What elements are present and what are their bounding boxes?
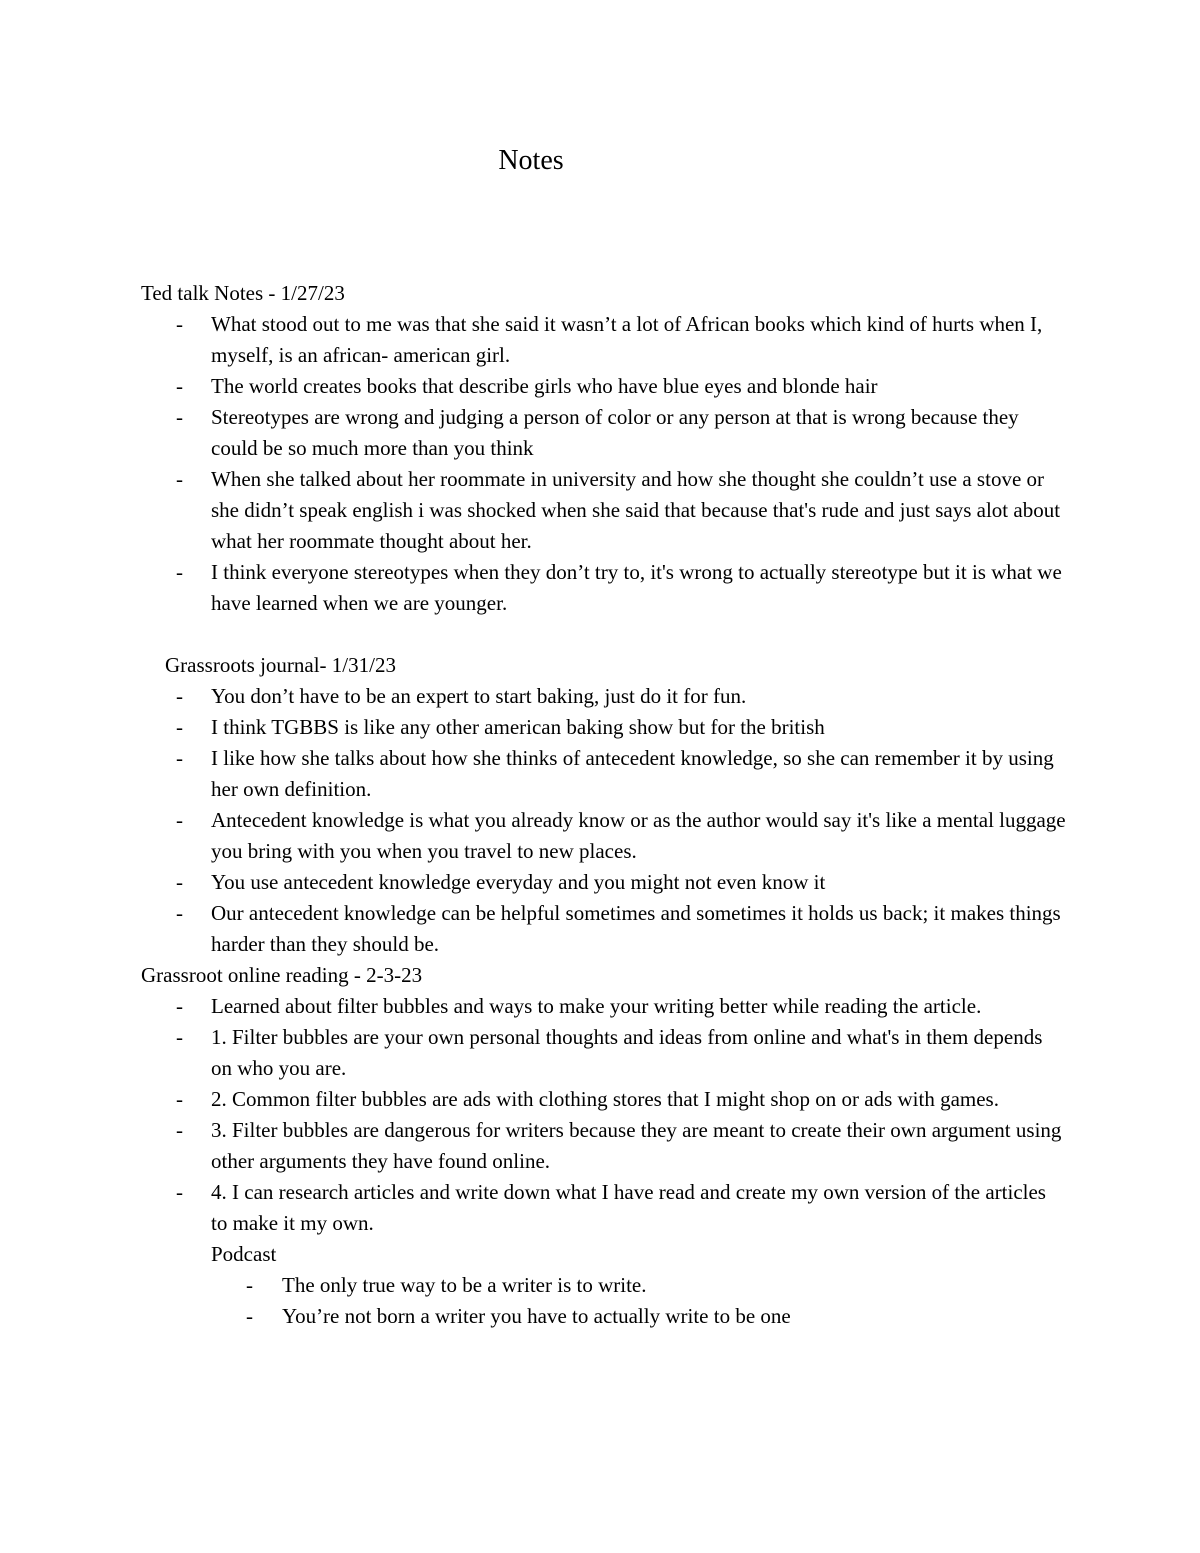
section-heading: Grassroot online reading - 2-3-23 xyxy=(141,963,423,987)
bullet-dash: - xyxy=(176,1025,183,1049)
bullet-dash: - xyxy=(176,746,183,770)
bullet-dash: - xyxy=(246,1304,253,1328)
list-item xyxy=(0,681,1066,712)
list-item xyxy=(0,867,1066,898)
bullet-dash: - xyxy=(176,374,183,398)
item-text: I think everyone stereotypes when they don’t try to, it's wrong to actually stereotype but it is what we have learned when we are younger. xyxy=(211,560,1062,615)
list-item xyxy=(0,309,1066,371)
section-grassroots-journal xyxy=(0,650,1200,960)
list-item xyxy=(0,1270,1066,1301)
item-text: When she talked about her roommate in university and how she thought she couldn’t use a stove or she didn’t speak english i was shocked when she said that because that's rude and just says alot about what her roommate thought about her. xyxy=(211,467,1061,553)
list-item xyxy=(0,1115,1066,1177)
item-text: Stereotypes are wrong and judging a person of color or any person at that is wrong because they could be so much more than you think xyxy=(211,405,1019,460)
item-text: You don’t have to be an expert to start baking, just do it for fun. xyxy=(211,684,747,708)
item-text: Our antecedent knowledge can be helpful sometimes and sometimes it holds us back; it makes things harder than they should be. xyxy=(211,901,1061,956)
item-text: 2. Common filter bubbles are ads with clothing stores that I might shop on or ads with games. xyxy=(211,1087,999,1111)
item-text: The world creates books that describe girls who have blue eyes and blonde hair xyxy=(211,374,878,398)
section-grassroot-online-reading xyxy=(0,960,1200,1332)
item-text: Antecedent knowledge is what you already know or as the author would say it's like a mental luggage you bring with you when you travel to new places. xyxy=(211,808,1066,863)
bullet-dash: - xyxy=(176,870,183,894)
spacer xyxy=(0,619,1200,650)
bullet-dash: - xyxy=(176,715,183,739)
list-item xyxy=(0,1084,1066,1115)
item-text: 3. Filter bubbles are dangerous for writers because they are meant to create their own argument using other arguments they have found online. xyxy=(211,1118,1062,1173)
list-item xyxy=(0,371,1066,402)
bullet-dash: - xyxy=(176,405,183,429)
list-item xyxy=(0,712,1066,743)
page-title: Notes xyxy=(498,145,564,176)
bullet-list xyxy=(0,991,1200,1239)
item-text: You use antecedent knowledge everyday and you might not even know it xyxy=(211,870,826,894)
bullet-dash: - xyxy=(176,560,183,584)
item-text: What stood out to me was that she said it wasn’t a lot of African books which kind of hurts when I, myself, is an african- american girl. xyxy=(211,312,1043,367)
list-item xyxy=(0,805,1066,867)
bullet-dash: - xyxy=(176,312,183,336)
item-text: 4. I can research articles and write down what I have read and create my own version of the articles to make it my own. xyxy=(211,1180,1046,1235)
sub-heading-podcast: Podcast xyxy=(211,1242,277,1266)
list-item xyxy=(0,557,1066,619)
bullet-dash: - xyxy=(176,808,183,832)
bullet-dash: - xyxy=(246,1273,253,1297)
item-text: Learned about filter bubbles and ways to make your writing better while reading the article. xyxy=(211,994,982,1018)
list-item xyxy=(0,1022,1066,1084)
bullet-dash: - xyxy=(176,1087,183,1111)
list-item xyxy=(0,743,1066,805)
list-item xyxy=(0,464,1066,557)
item-text: You’re not born a writer you have to actually write to be one xyxy=(282,1304,791,1328)
bullet-dash: - xyxy=(176,467,183,491)
section-heading: Grassroots journal- 1/31/23 xyxy=(165,653,396,677)
bullet-list xyxy=(0,309,1200,619)
bullet-dash: - xyxy=(176,684,183,708)
section-heading: Ted talk Notes - 1/27/23 xyxy=(141,281,345,305)
bullet-dash: - xyxy=(176,994,183,1018)
list-item xyxy=(0,898,1066,960)
section-ted-talk xyxy=(0,278,1200,619)
item-text: I like how she talks about how she thinks of antecedent knowledge, so she can remember it by using her own definition. xyxy=(211,746,1054,801)
list-item xyxy=(0,1301,1066,1332)
bullet-dash: - xyxy=(176,901,183,925)
bullet-list xyxy=(0,681,1200,960)
item-text: 1. Filter bubbles are your own personal thoughts and ideas from online and what's in them depends on who you are. xyxy=(211,1025,1043,1080)
notes-body xyxy=(0,278,1200,1332)
bullet-dash: - xyxy=(176,1118,183,1142)
list-item xyxy=(0,991,1066,1022)
list-item xyxy=(0,1177,1066,1239)
item-text: The only true way to be a writer is to write. xyxy=(282,1273,647,1297)
nested-bullet-list xyxy=(0,1270,1200,1332)
bullet-dash: - xyxy=(176,1180,183,1204)
item-text: I think TGBBS is like any other american baking show but for the british xyxy=(211,715,825,739)
list-item xyxy=(0,402,1066,464)
